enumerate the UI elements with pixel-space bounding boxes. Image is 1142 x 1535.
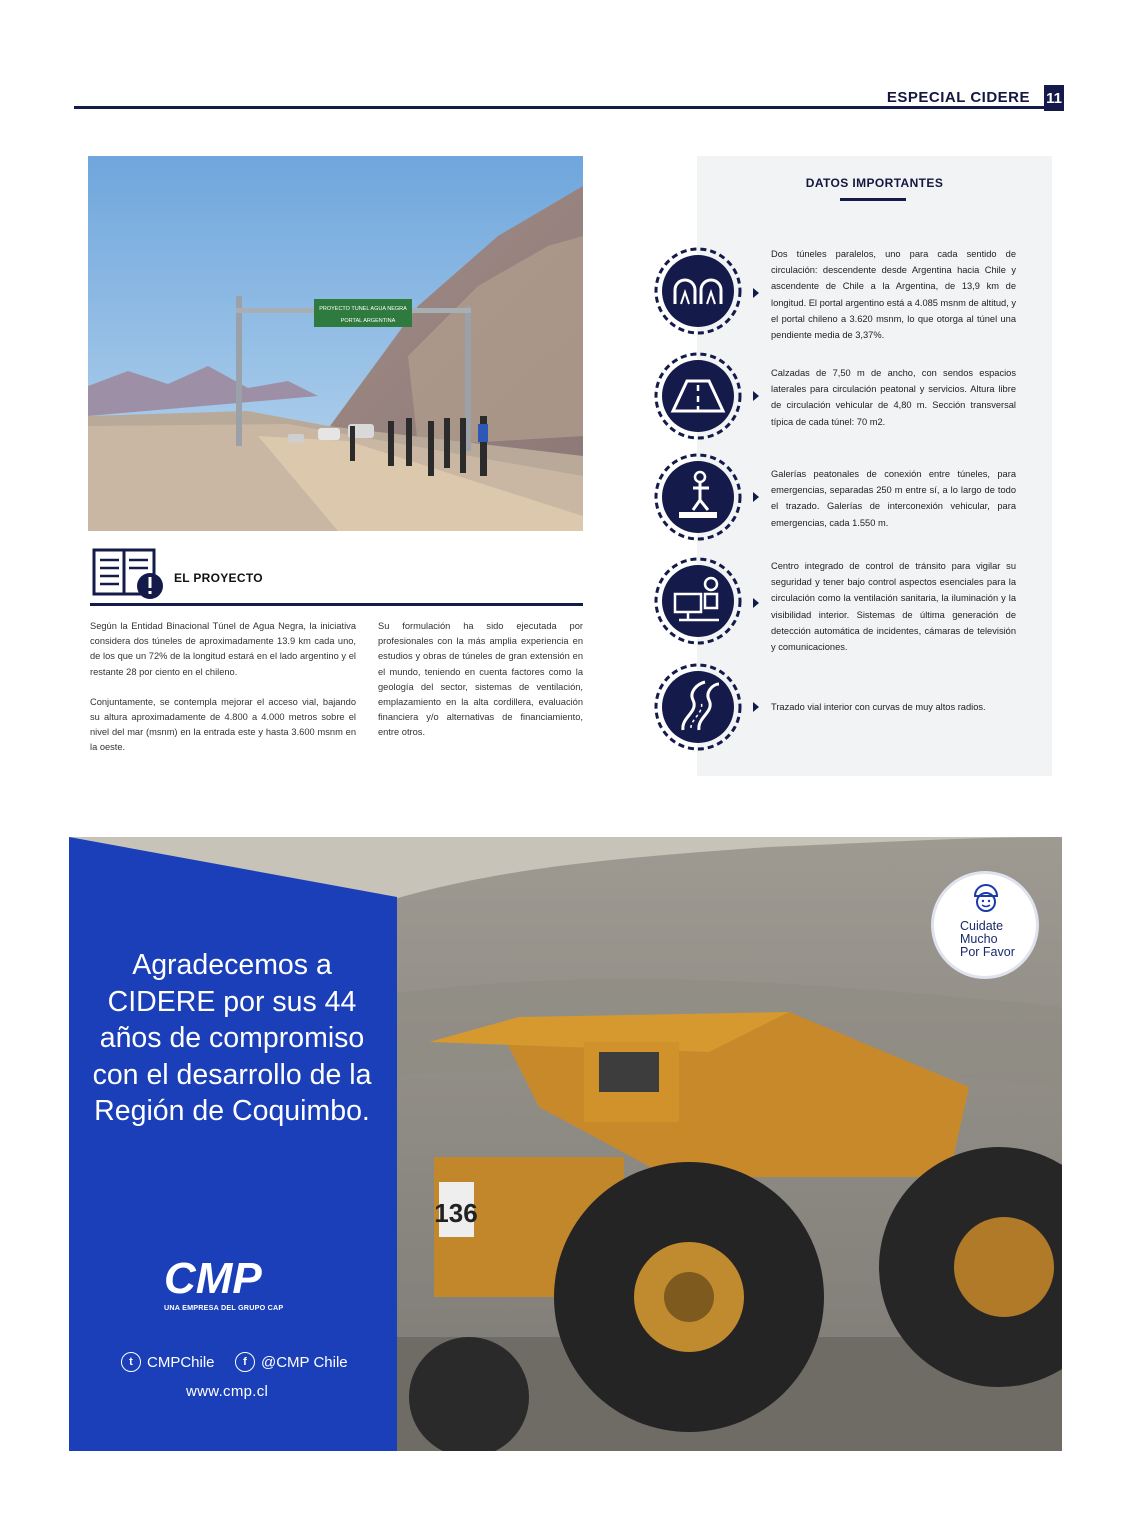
- blue-panel: [69, 837, 1062, 1451]
- tunnel-project-photo: [88, 156, 583, 531]
- facebook-handle: @CMP Chile: [261, 1353, 348, 1371]
- cmp-tagline: UNA EMPRESA DEL GRUPO CAP: [164, 1303, 284, 1312]
- datos-rule: [840, 198, 906, 201]
- datos-title: DATOS IMPORTANTES: [805, 176, 944, 190]
- project-paragraph: Conjuntamente, se contempla mejorar el acceso vial, bajando su altura aproximadamente de 4.800 a 4.000 metros sobre el nivel del mar (msnm) en la entrada este y hasta 3.600 msnm en la oeste.: [90, 696, 356, 753]
- fact-text: Galerías peatonales de conexión entre túneles, para emergencias, separadas 250 m entre sí, a lo largo de todo el trazado. Galerías de interconexión vehicular, para emergencias, cada 1.550 m.: [771, 469, 1016, 528]
- header-rule: [74, 106, 1064, 109]
- arrow-icon: [753, 492, 759, 502]
- cmp-advertisement: [69, 837, 1062, 1451]
- page-number: 11: [1044, 85, 1064, 111]
- badge-line-1: Cuidate: [960, 919, 1004, 933]
- arrow-icon: [753, 288, 759, 298]
- cuidate-badge: [931, 871, 1039, 979]
- control-center-icon: [653, 556, 743, 646]
- twin-tunnels-icon: [653, 246, 743, 336]
- helmet-face-icon: [972, 882, 1000, 914]
- roadway-icon: [653, 351, 743, 441]
- project-paragraph: Según la Entidad Binacional Túnel de Agua Negra, la iniciativa considera dos túneles de aproximadamente 13.9 km cada uno, de los que un 72% de la longitud estará en el lado argentino y el restante 28 por ciento en el chileno.: [90, 621, 356, 677]
- pedestrian-gallery-icon: [653, 452, 743, 542]
- twitter-link[interactable]: [121, 1352, 215, 1372]
- project-column-2: [378, 619, 583, 741]
- sign-text-2: PORTAL ARGENTINA: [340, 318, 396, 324]
- twitter-icon: t: [121, 1352, 141, 1372]
- fact-text: Calzadas de 7,50 m de ancho, con sendos espacios laterales para circulación peatonal y servicios. Altura libre de circulación vehicular de 4,80 m. Sección transversal típica de cada túnel: 70 m2.: [771, 368, 1016, 427]
- project-title: EL PROYECTO: [174, 571, 263, 585]
- datos-importantes-panel: [697, 156, 1052, 776]
- badge-line-2: Mucho: [960, 932, 998, 946]
- book-alert-icon: [92, 546, 164, 602]
- curved-road-icon: [653, 662, 743, 752]
- fact-text: Dos túneles paralelos, uno para cada sentido de circulación: descendente desde Argentina hacia Chile y ascendente de Chile a la Argentina, de 13,9 km de longitud. El portal argentino está a 4.085 msnm de altitud, y el portal chileno a 3.620 msnm, lo que otorga al túnel una pendiente media de 3,37%.: [771, 249, 1016, 341]
- website-link[interactable]: www.cmp.cl: [186, 1383, 269, 1400]
- sign-text-1: PROYECTO TUNEL AGUA NEGRA: [319, 306, 407, 312]
- project-column-1: [90, 619, 356, 756]
- badge-line-3: Por Favor: [960, 945, 1015, 959]
- facebook-link[interactable]: [235, 1352, 348, 1372]
- fact-text: Trazado vial interior con curvas de muy altos radios.: [771, 702, 986, 712]
- arrow-icon: [753, 391, 759, 401]
- arrow-icon: [753, 598, 759, 608]
- section-label: ESPECIAL CIDERE: [886, 89, 1030, 106]
- badge-text: [960, 920, 1015, 959]
- project-paragraph: Su formulación ha sido ejecutada por profesionales con la más amplia experiencia en estudios y obras de túneles de gran extensión en el mundo, teniendo en cuenta factores como la geología del sector, sistemas de ventilación, emplazamiento en la alta cordillera, evaluación financiera y/o alternativas de financiamiento, entre otros.: [378, 621, 583, 738]
- truck-number: 136: [434, 1198, 478, 1228]
- cmp-logo-text: CMP: [164, 1257, 262, 1297]
- ad-headline: Agradecemos a CIDERE por sus 44 años de compromiso con el desarrollo de la Región de Coquimbo.: [92, 949, 372, 1127]
- facebook-icon: f: [235, 1352, 255, 1372]
- project-rule: [90, 603, 583, 606]
- cmp-logo: [164, 1257, 304, 1297]
- arrow-icon: [753, 702, 759, 712]
- fact-text: Centro integrado de control de tránsito para vigilar su seguridad y tener bajo control aspectos esenciales para la circulación como la ventilación sanitaria, la iluminación y la visibilidad interior. Sistemas de última generación de detección automática de incidentes, cámaras de televisión y comunicaciones.: [771, 561, 1016, 653]
- twitter-handle: CMPChile: [147, 1353, 215, 1371]
